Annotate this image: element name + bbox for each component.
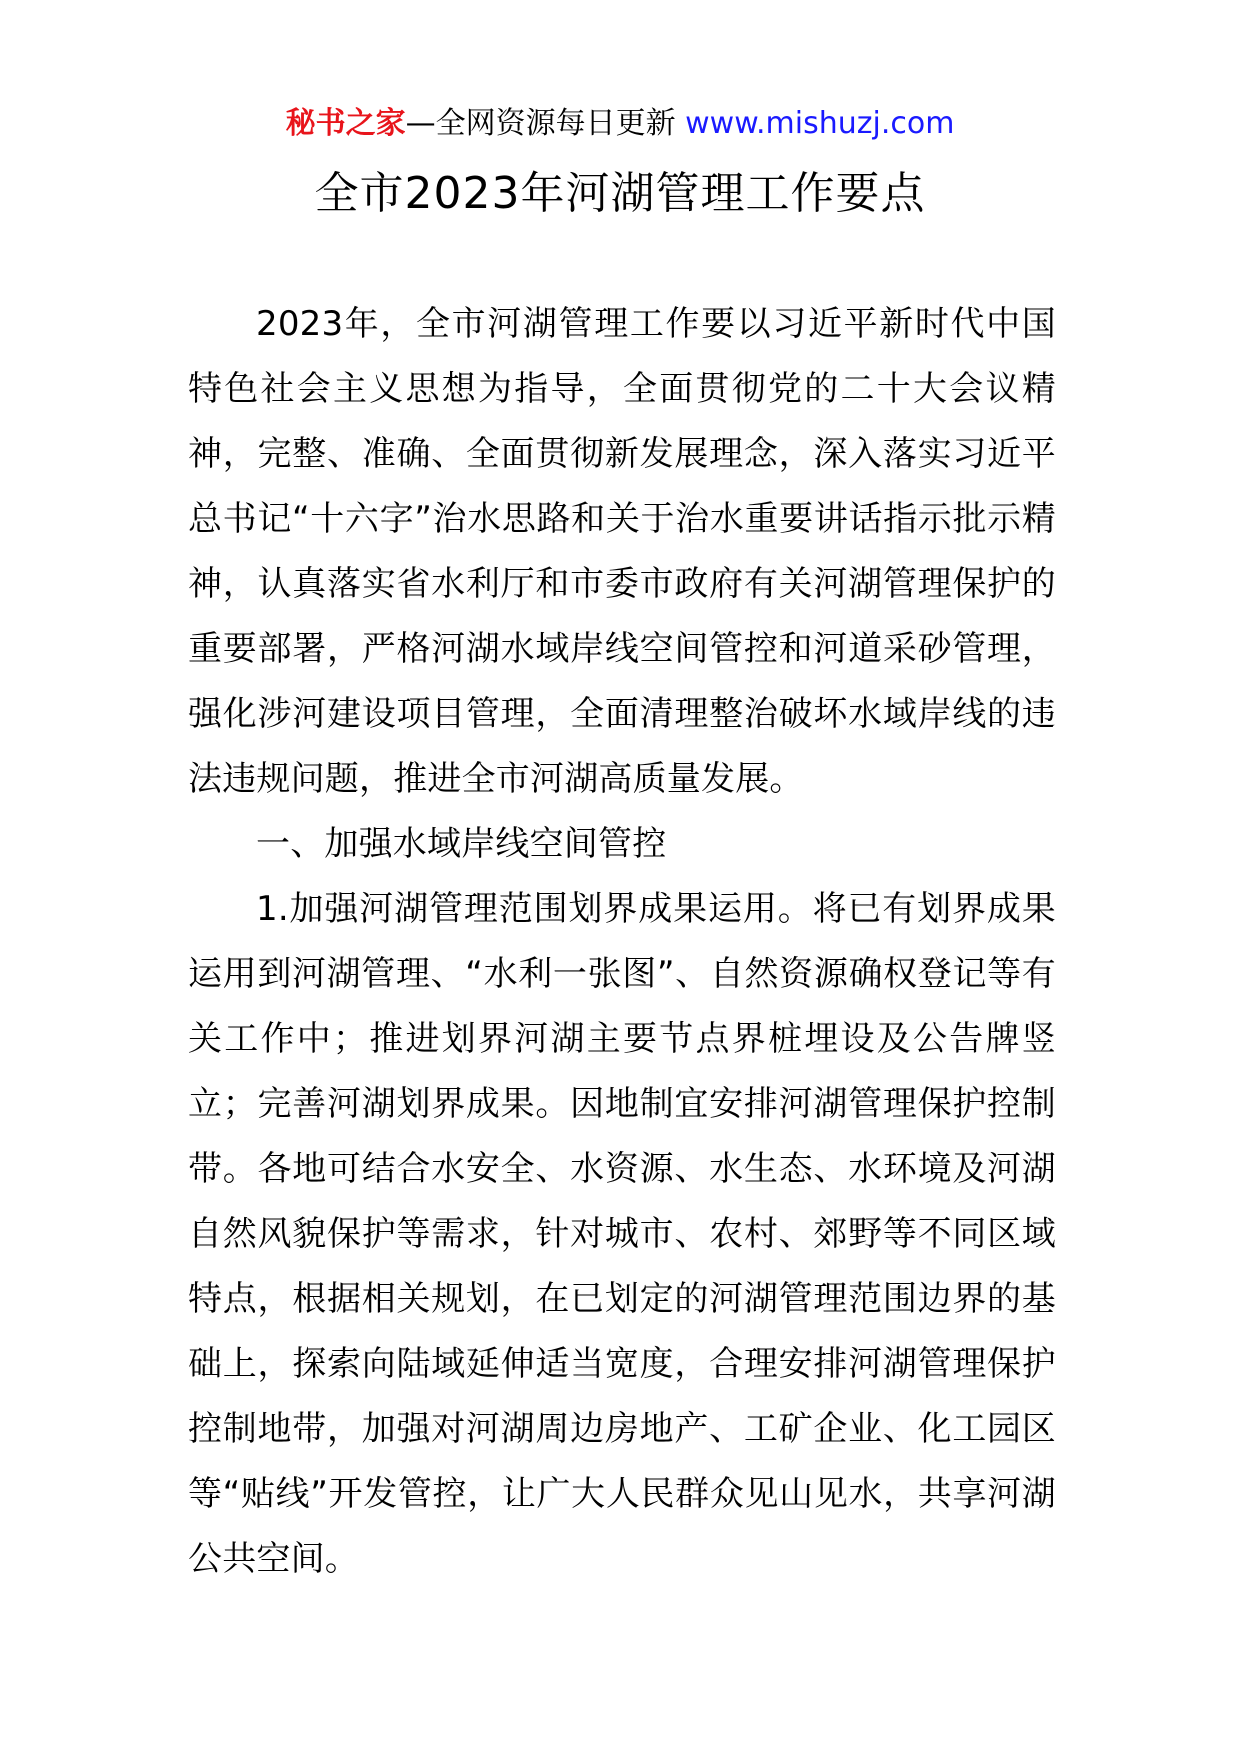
header-tagline: —全网资源每日更新 [405,106,686,141]
section-heading: 一、加强水域岸线空间管控 [256,824,667,864]
document-title: 全市2023年河湖管理工作要点 [314,168,926,219]
intro-paragraph: 2023年，全市河湖管理工作要以习近平新时代中国特色社会主义思想为指导，全面贯彻党的二十大会议精神，完整、准确、全面贯彻新发展理念，深入落实习近平总书记“十六字”治水思路和关于治水重要讲话指示批示精神，认真落实省水利厅和市委市政府有关河湖管理保护的重要部署，严格河湖水域岸线空间管控和河道采砂管理，强化涉河建设项目管理，全面清理整治破坏水域岸线的违法违规问题，推进全市河湖高质量发展。 [188,304,1056,799]
item-paragraph: 1.加强河湖管理范围划界成果运用。将已有划界成果运用到河湖管理、“水利一张图”、自然资源确权登记等有关工作中；推进划界河湖主要节点界桩埋设及公告牌竖立；完善河湖划界成果。因地制宜安排河湖管理保护控制带。各地可结合水安全、水资源、水生态、水环境及河湖自然风貌保护等需求，针对城市、农村、郊野等不同区域特点，根据相关规划，在已划定的河湖管理范围边界的基础上，探索向陆域延伸适当宽度，合理安排河湖管理保护控制地带，加强对河湖周边房地产、工矿企业、化工园区等“贴线”开发管控，让广大人民群众见山见水，共享河湖公共空间。 [188,889,1056,1579]
website-link[interactable]: www.mishuzj.com [685,106,955,141]
brand-name: 秘书之家 [285,106,406,141]
document-body [188,292,1056,1592]
site-header [0,100,1240,148]
